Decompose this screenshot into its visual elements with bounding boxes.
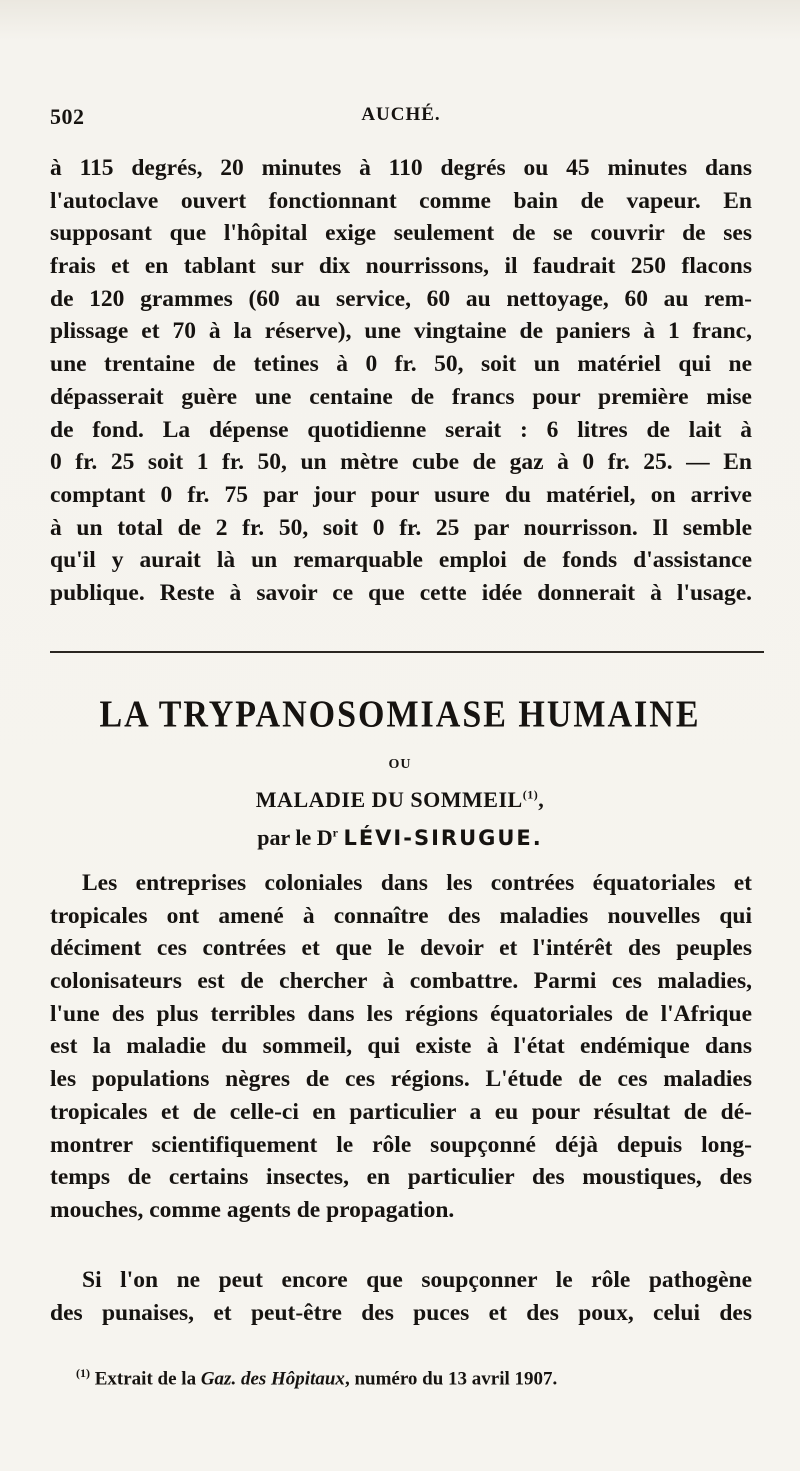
running-head: AUCHÉ. (361, 104, 441, 125)
text-line: à un total de 2 fr. 50, soit 0 fr. 25 par nourrisson. Il semble (50, 514, 752, 541)
article-title: LA TRYPANOSOMIASE HUMAINE (99, 694, 701, 736)
footnote-text-after: , numéro du 13 avril 1907. (344, 1368, 558, 1390)
text-line: tropicales ont amené à connaître des maladies nouvelles qui (50, 902, 752, 929)
footnote-marker: (1) (76, 1366, 90, 1380)
text-line: qu'il y aurait là un remarquable emploi de fonds d'assistance (50, 547, 752, 574)
text-line: montrer scientifiquement le rôle soupçonné déjà depuis long- (50, 1131, 752, 1158)
text-line: frais et en tablant sur dix nourrissons, il faudrait 250 flacons (50, 253, 752, 280)
text-line: comptant 0 fr. 75 par jour pour usure du matériel, on arrive (50, 481, 752, 508)
text-line: déciment ces contrées et que le devoir et l'intérêt des peuples (50, 935, 752, 962)
text-line: 0 fr. 25 soit 1 fr. 50, un mètre cube de gaz à 0 fr. 25. — En (50, 449, 752, 476)
text-line: colonisateurs est de chercher à combattre. Parmi ces maladies, (50, 968, 752, 995)
text-line: plissage et 70 à la réserve), une vingtaine de paniers à 1 franc, (50, 318, 752, 345)
subtitle-text: MALADIE DU SOMMEIL (255, 787, 523, 812)
page-number: 502 (50, 104, 85, 129)
text-line: l'une des plus terribles dans les régions équatoriales de l'Afrique (50, 1000, 752, 1027)
text-line: l'autoclave ouvert fonctionnant comme bain de vapeur. En (50, 187, 752, 214)
text-line: temps de certains insectes, en particulier des moustiques, des (50, 1164, 752, 1191)
text-line: des punaises, et peut-être des puces et des poux, celui des (50, 1299, 752, 1326)
byline-prefix: par le D (257, 825, 333, 850)
section-divider (50, 651, 764, 653)
footnote (76, 1366, 776, 1390)
paragraph-intro (50, 867, 752, 1227)
text-line: une trentaine de tetines à 0 fr. 50, soit un matériel qui ne (50, 351, 752, 378)
footnote-text-before: Extrait de la (94, 1368, 201, 1390)
text-line: publique. Reste à savoir ce que cette idée donnerait à l'usage. (50, 579, 752, 606)
text-line: de fond. La dépense quotidienne serait : 6 litres de lait à (50, 416, 752, 443)
paragraph-second (50, 1264, 752, 1329)
paragraph-continuation (50, 152, 752, 610)
text-line: Les entreprises coloniales dans les contrées équatoriales et (82, 870, 752, 896)
text-line: à 115 degrés, 20 minutes à 110 degrés ou 45 minutes dans (50, 155, 752, 181)
page-header (50, 104, 752, 136)
author-name: LÉVI-SIRUGUE. (343, 826, 543, 850)
text-line: supposant que l'hôpital exige seulement de se couvrir de ses (50, 220, 752, 247)
text-line: de 120 grammes (60 au service, 60 au nettoyage, 60 au rem- (50, 285, 752, 312)
text-line: tropicales et de celle-ci en particulier a eu pour résultat de dé- (50, 1098, 752, 1125)
text-line: est la maladie du sommeil, qui existe à l'état endémique dans (50, 1033, 752, 1060)
byline-prefix-sup: r (332, 825, 338, 840)
footnote-reference: (1) (522, 787, 539, 802)
article-subtitle: MALADIE DU SOMMEIL$^{(1)}$, (255, 787, 545, 812)
text-line: Si l'on ne peut encore que soupçonner le rôle pathogène (82, 1267, 752, 1293)
text-line: les populations nègres de ces régions. L'étude de ces maladies (50, 1066, 752, 1093)
footnote-source: Gaz. des Hôpitaux (200, 1368, 345, 1390)
text-line: mouches, comme agents de propagation. (50, 1196, 455, 1223)
byline (0, 825, 800, 851)
title-connector: OU (388, 757, 412, 772)
text-line: dépasserait guère une centaine de francs pour première mise (50, 383, 752, 410)
